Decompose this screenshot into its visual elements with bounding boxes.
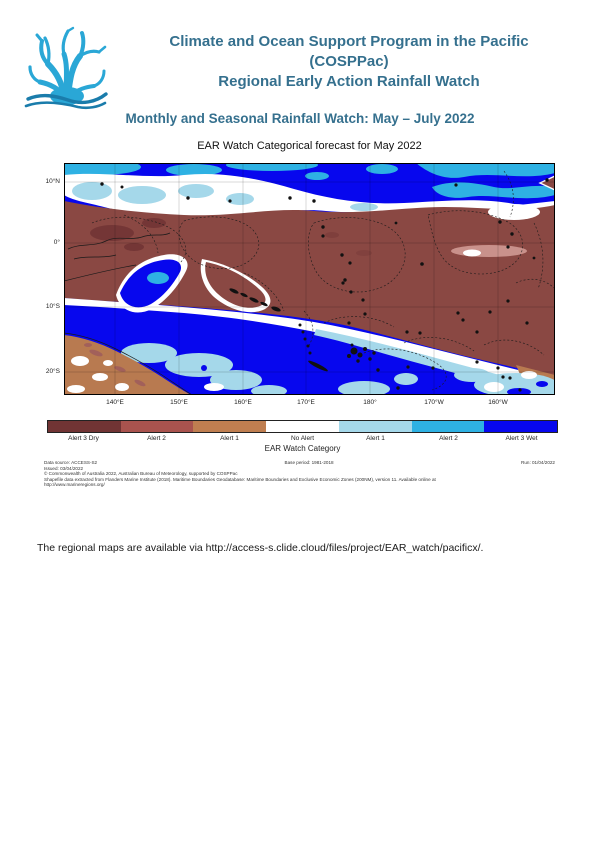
issued-note: Issued: 03/04/2022 xyxy=(44,465,84,471)
base-period-note: Base period: 1981-2018 xyxy=(284,460,334,465)
figure-title: EAR Watch Categorical forecast for May 2022 xyxy=(197,140,422,152)
legend-label-alert1-dry: Alert 1 xyxy=(220,435,239,442)
xtick-160e: 160°E xyxy=(234,399,252,406)
legend-swatch-alert3-wet xyxy=(484,421,557,432)
title-line-1: Climate and Ocean Support Program in the Pacific xyxy=(169,33,529,50)
legend-swatch-alert1-wet xyxy=(339,421,412,432)
shapefile-note: Shapefile data extracted from Flanders Marine Institute (2018). Maritime Boundaries Geodatabase: Maritime Boundaries and Exclusive Economic Zones (200NM), version 11. Available online at http://www.marineregions.org/ xyxy=(44,476,436,487)
rainfall-forecast-map xyxy=(64,163,555,395)
legend-label-alert2-wet: Alert 2 xyxy=(439,435,458,442)
xtick-160w: 160°W xyxy=(488,399,508,406)
legend-labels xyxy=(47,435,558,442)
legend-swatch-no-alert xyxy=(266,421,339,432)
run-date-note: Run: 01/04/2022 xyxy=(521,460,555,465)
ytick-0: 0° xyxy=(53,239,60,246)
legend-swatch-alert2-dry xyxy=(121,421,194,432)
legend-label-alert3-wet: Alert 3 Wet xyxy=(505,435,538,442)
title-line-3: Regional Early Action Rainfall Watch xyxy=(218,73,480,90)
title-line-2: (COSPPac) xyxy=(309,53,389,70)
xtick-140e: 140°E xyxy=(106,399,124,406)
xtick-150e: 150°E xyxy=(170,399,188,406)
xtick-180: 180° xyxy=(363,399,377,406)
legend-label-no-alert: No Alert xyxy=(290,435,315,442)
ytick-20s: 20°S xyxy=(45,368,60,375)
legend-colorbar xyxy=(47,420,558,433)
legend-swatch-alert1-dry xyxy=(193,421,266,432)
legend-swatch-alert3-dry xyxy=(48,421,121,432)
copyright-note: © Commonwealth of Australia 2022, Australian Bureau of Meteorology, supported by COSPPac xyxy=(44,471,238,476)
legend-swatch-alert2-wet xyxy=(412,421,485,432)
legend-label-alert1-wet: Alert 1 xyxy=(366,435,385,442)
data-source-note: Data source: ACCESS-S2 xyxy=(44,460,98,465)
ytick-10s: 10°S xyxy=(45,303,60,310)
page-title xyxy=(110,32,588,92)
legend-label-alert2-dry: Alert 2 xyxy=(147,435,166,442)
xtick-170w: 170°W xyxy=(424,399,444,406)
ytick-10n: 10°N xyxy=(45,178,60,185)
availability-text: The regional maps are available via http://access-s.clide.cloud/files/project/EAR_watch/pacificx/. xyxy=(37,542,484,554)
cosppac-coral-logo-icon xyxy=(22,26,108,110)
legend-axis-title: EAR Watch Category xyxy=(264,444,341,453)
report-subtitle: Monthly and Seasonal Rainfall Watch: May – July 2022 xyxy=(125,111,475,126)
figure-meta-row xyxy=(44,460,555,466)
xtick-170e: 170°E xyxy=(297,399,315,406)
legend-label-alert3-dry: Alert 3 Dry xyxy=(68,435,99,442)
